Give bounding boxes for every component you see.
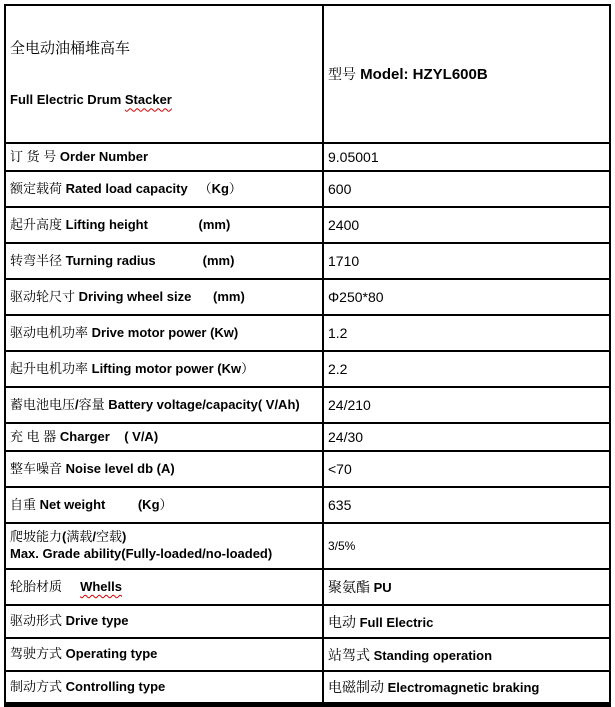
product-title-cn: 全电动油桶堆高车 [10,39,131,57]
spec-value-cell: 聚氨酯 PU [323,569,610,605]
spec-value-cell: 635 [323,487,610,523]
table-row [5,487,610,523]
spec-label-cell: 额定载荷 Rated load capacity （Kg） [5,171,323,207]
spec-value-cell: 电动 Full Electric [323,605,610,638]
table-row [5,279,610,315]
spec-label-cell: 充 电 器 Charger ( V/A) [5,423,323,451]
spec-value-cell: 1710 [323,243,610,279]
spec-value-cell: 9.05001 [323,143,610,171]
table-row [5,387,610,423]
spec-label-cell: 驱动电机功率 Drive motor power (Kw) [5,315,323,351]
model-cell: 型号 Model: HZYL600B [323,5,610,143]
table-row [5,243,610,279]
spec-value-cell: 电磁制动 Electromagnetic braking [323,671,610,704]
spec-value-cell: 1.2 [323,315,610,351]
spec-label-cell: 转弯半径 Turning radius (mm) [5,243,323,279]
table-row [5,605,610,638]
spec-value-cell: 600 [323,171,610,207]
spec-label-cell: 轮胎材质 Whells [5,569,323,605]
table-header-row [5,5,610,143]
spec-sheet-page [0,4,615,696]
spec-label-cell: 起升电机功率 Lifting motor power (Kw） [5,351,323,387]
spec-label-cell: 蓄电池电压/容量 Battery voltage/capacity( V/Ah) [5,387,323,423]
table-row [5,423,610,451]
spec-label-cell: 订 货 号 Order Number [5,143,323,171]
table-row [5,207,610,243]
spellcheck-squiggle: Whells [80,578,122,594]
spec-value-cell: 24/30 [323,423,610,451]
table-row [5,143,610,171]
spec-value-cell: 24/210 [323,387,610,423]
table-row [5,638,610,671]
table-row [5,351,610,387]
spec-label-cell: 驱动轮尺寸 Driving wheel size (mm) [5,279,323,315]
spec-label-cell: 爬坡能力(满载/空载) Max. Grade ability(Fully-loaded/no-loaded) [5,523,323,569]
spec-value-cell: 3/5% [323,523,610,569]
spec-label-cell: 自重 Net weight (Kg） [5,487,323,523]
spec-value-cell: 2.2 [323,351,610,387]
table-row [5,569,610,605]
spec-label-cell: 驾驶方式 Operating type [5,638,323,671]
spec-value-cell: 站驾式 Standing operation [323,638,610,671]
spec-label-cell: 整车噪音 Noise level db (A) [5,451,323,487]
spec-label-cell: 驱动形式 Drive type [5,605,323,638]
spec-value-cell: Φ250*80 [323,279,610,315]
spec-table [4,4,611,707]
table-row [5,523,610,569]
product-title-en: Full Electric Drum Stacker [10,92,172,108]
table-row [5,451,610,487]
spec-value-cell: 2400 [323,207,610,243]
table-row [5,171,610,207]
table-row [5,671,610,704]
spec-value-cell: <70 [323,451,610,487]
spec-label-cell: 制动方式 Controlling type [5,671,323,704]
product-title-cell [5,5,323,143]
spec-label-cell: 起升高度 Lifting height (mm) [5,207,323,243]
table-row [5,315,610,351]
spellcheck-squiggle: Stacker [124,92,172,108]
